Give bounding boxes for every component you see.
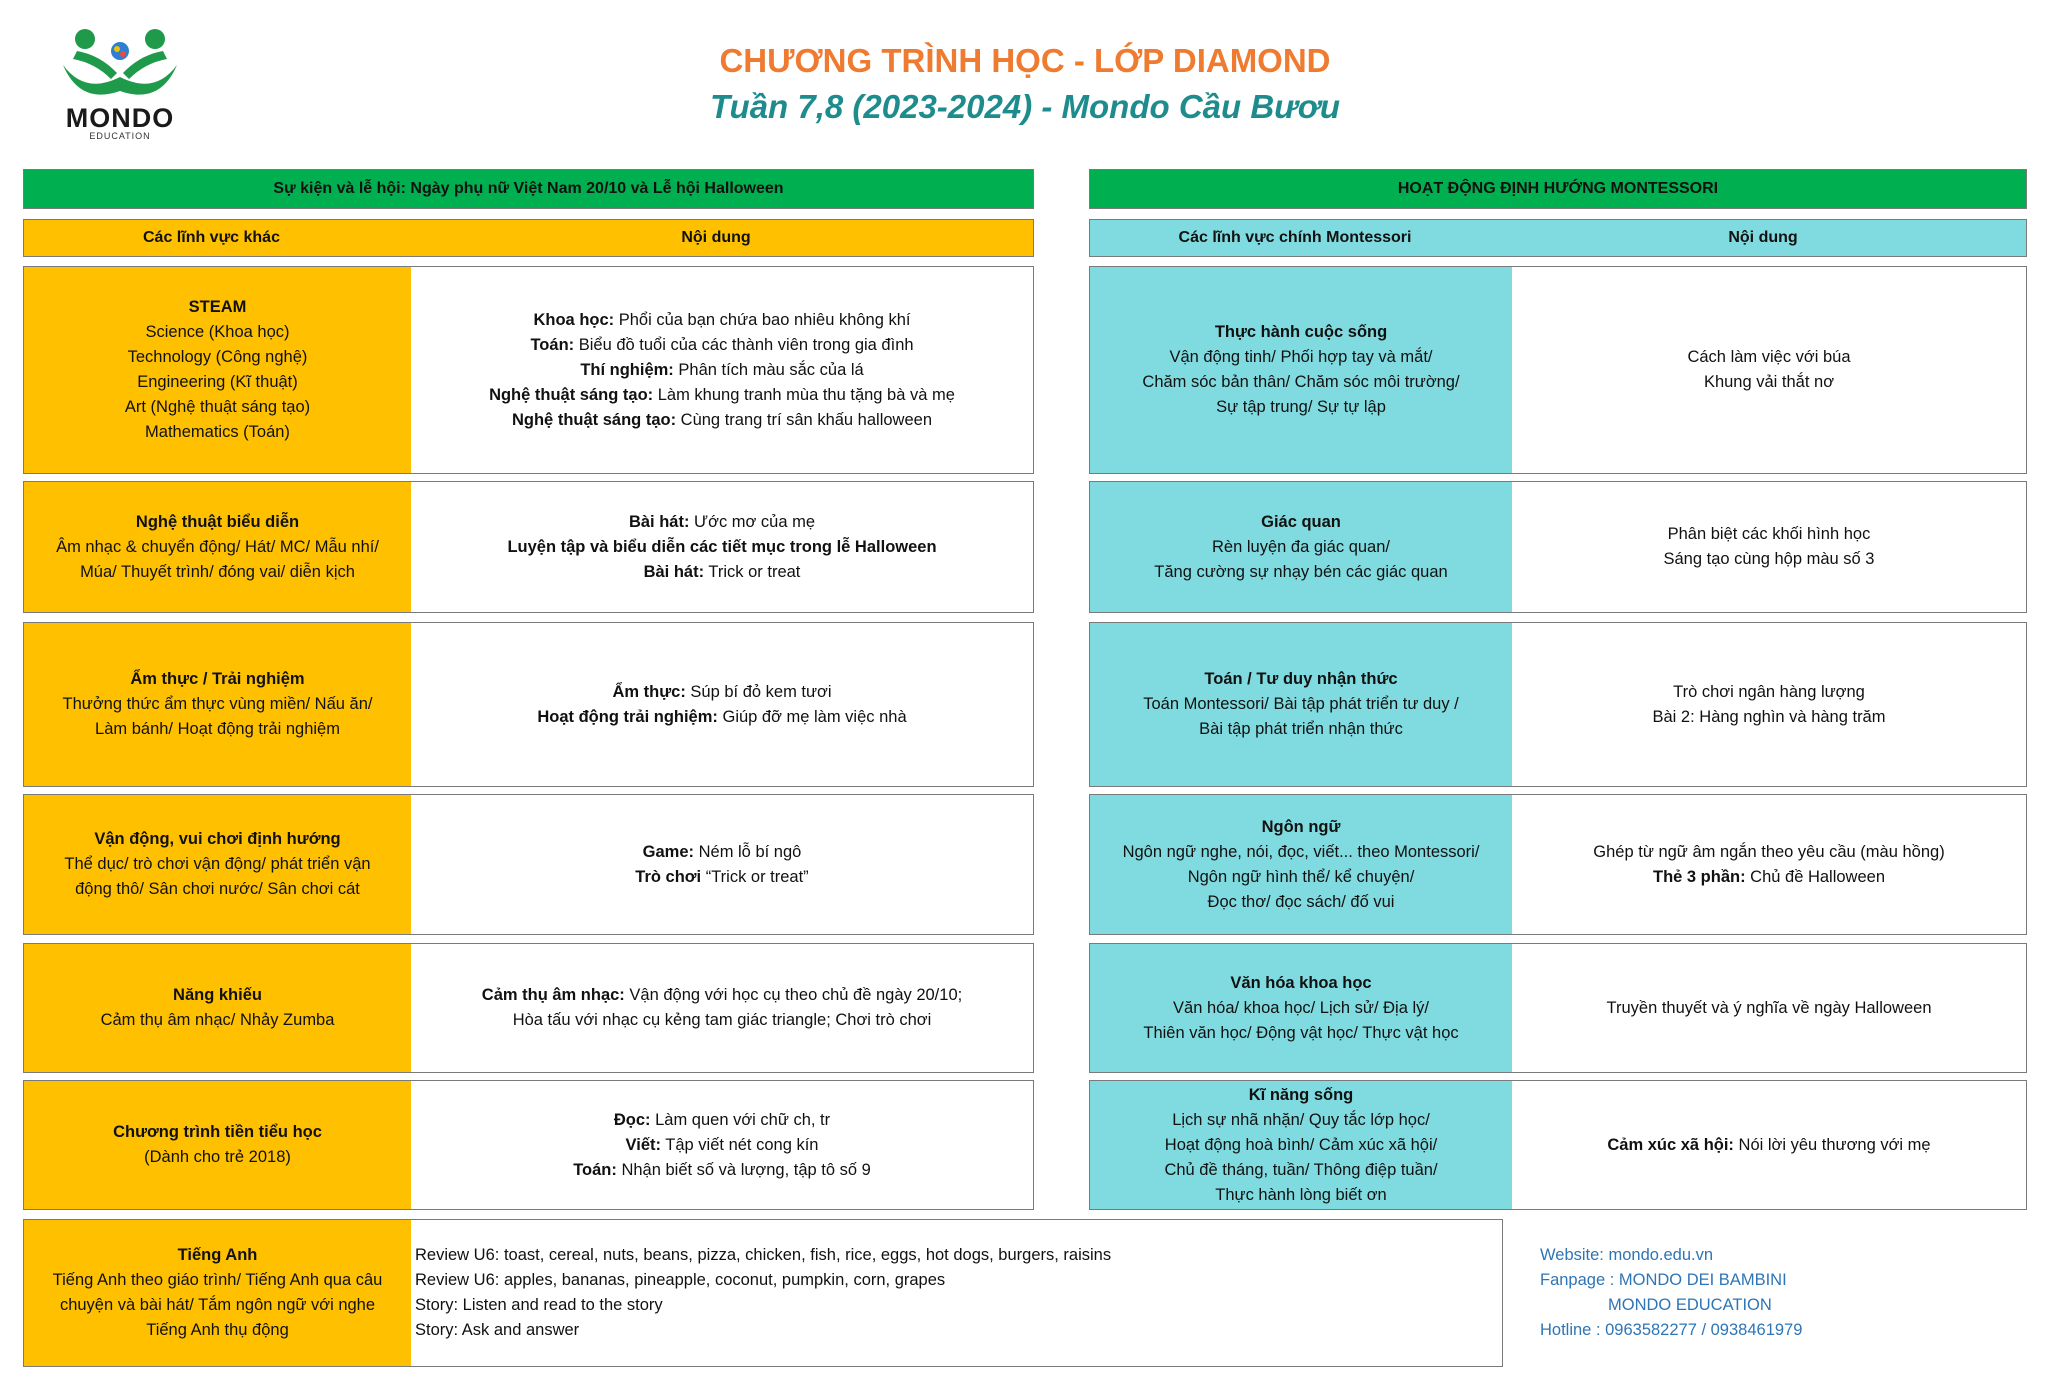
right-content	[1512, 944, 2026, 1072]
category-line: Ngôn ngữ hình thể/ kể chuyện/	[1187, 867, 1415, 886]
content-line: Phân biệt các khối hình học	[1667, 525, 1871, 543]
category-line: Bài tập phát triển nhận thức	[1199, 720, 1403, 738]
website-text: Website: mondo.edu.vn	[1540, 1246, 1714, 1264]
fanpage-text: Fanpage : MONDO DEI BAMBINI	[1540, 1271, 1787, 1289]
content-line: Cảm xúc xã hội: Nói lời yêu thương với mẹ	[1607, 1135, 1931, 1154]
category-line: Thực hành lòng biết ơn	[1215, 1185, 1387, 1204]
content-line: Bài 2: Hàng nghìn và hàng trăm	[1652, 707, 1886, 726]
content-line: Ghép từ ngữ âm ngắn theo yêu cầu (màu hồng)	[1593, 842, 1945, 861]
category-line: (Dành cho trẻ 2018)	[144, 1148, 291, 1166]
category-title: Toán / Tư duy nhận thức	[1204, 670, 1398, 688]
content-line: Nghệ thuật sáng tạo: Cùng trang trí sân khấu halloween	[511, 410, 932, 429]
content-line: Thẻ 3 phần: Chủ đề Halloween	[1652, 867, 1885, 886]
english-row	[23, 1219, 1503, 1367]
english-line: Review U6: toast, cereal, nuts, beans, pizza, chicken, fish, rice, eggs, hot dogs, burgers, raisins	[415, 1246, 1112, 1264]
left-col1-header: Các lĩnh vực khác	[143, 229, 280, 246]
category-line: Technology (Công nghệ)	[127, 348, 308, 366]
category-line: Art (Nghệ thuật sáng tạo)	[124, 398, 311, 416]
left-row	[23, 1080, 1034, 1210]
left-content	[411, 267, 1033, 473]
category-title: Giác quan	[1261, 512, 1341, 531]
right-content	[1512, 795, 2026, 934]
english-category-title: Tiếng Anh	[177, 1246, 258, 1264]
category-title: Năng khiếu	[173, 986, 262, 1004]
category-line: Tăng cường sự nhạy bén các giác quan	[1154, 562, 1448, 581]
left-row	[23, 943, 1034, 1073]
right-row	[1089, 794, 2027, 935]
logo-sub: EDUCATION	[89, 131, 151, 141]
category-title: Ẩm thực / Trải nghiệm	[130, 670, 305, 688]
content-line: Khung vải thắt nơ	[1703, 373, 1835, 391]
english-category	[24, 1220, 411, 1366]
category-line: Âm nhạc & chuyển động/ Hát/ MC/ Mẫu nhí/	[56, 537, 379, 556]
content-line: Bài hát: Trick or treat	[643, 562, 801, 581]
english-content	[411, 1220, 1502, 1366]
right-category	[1090, 267, 1512, 473]
category-line: Science (Khoa học)	[145, 323, 290, 341]
category-title: Vận động, vui chơi định hướng	[94, 830, 341, 848]
category-line: Mathematics (Toán)	[145, 423, 290, 441]
content-line: Trò chơi ngân hàng lượng	[1673, 682, 1865, 701]
content-line: Ẩm thực: Súp bí đỏ kem tươi	[612, 682, 832, 701]
content-line: Trò chơi “Trick or treat”	[635, 867, 809, 886]
category-line: Đọc thơ/ đọc sách/ đố vui	[1207, 892, 1395, 911]
right-row	[1089, 1080, 2027, 1210]
english-line: Story: Ask and answer	[415, 1321, 580, 1339]
right-category	[1090, 795, 1512, 934]
english-category-line: Tiếng Anh thụ động	[146, 1321, 289, 1339]
content-line: Cách làm việc với búa	[1687, 348, 1851, 366]
page-title: CHƯƠNG TRÌNH HỌC - LỚP DIAMOND	[719, 42, 1331, 79]
logo-figures-icon	[55, 25, 185, 105]
category-title: Ngôn ngữ	[1261, 817, 1341, 836]
category-line: Thể dục/ trò chơi vận động/ phát triển vận	[64, 855, 371, 873]
category-line: Hoạt động hoà bình/ Cảm xúc xã hội/	[1164, 1135, 1438, 1154]
category-title: Chương trình tiền tiểu học	[113, 1123, 322, 1141]
category-line: Làm bánh/ Hoạt động trải nghiệm	[95, 720, 340, 738]
category-line: Chủ đề tháng, tuần/ Thông điệp tuần/	[1164, 1160, 1438, 1179]
right-row	[1089, 481, 2027, 613]
content-line: Toán: Biểu đồ tuổi của các thành viên trong gia đình	[530, 335, 914, 354]
left-content	[411, 623, 1033, 786]
category-title: Nghệ thuật biểu diễn	[135, 512, 300, 531]
right-event-bar: HOẠT ĐỘNG ĐỊNH HƯỚNG MONTESSORI	[1089, 169, 2027, 209]
category-line: động thô/ Sân chơi nước/ Sân chơi cát	[75, 880, 360, 898]
left-category	[24, 482, 411, 612]
category-title: Kĩ năng sống	[1248, 1085, 1354, 1104]
left-category	[24, 267, 411, 473]
category-line: Sự tập trung/ Sự tự lập	[1216, 398, 1386, 416]
category-line: Rèn luyện đa giác quan/	[1212, 537, 1390, 556]
content-line: Thí nghiệm: Phân tích màu sắc của lá	[580, 360, 864, 379]
right-row	[1089, 943, 2027, 1073]
left-row	[23, 794, 1034, 935]
right-row	[1089, 266, 2027, 474]
right-column-header	[1089, 219, 2027, 257]
left-col2-header: Nội dung	[681, 229, 751, 246]
logo-name: MONDO	[65, 103, 175, 133]
content-line: Hòa tấu với nhạc cụ kẻng tam giác triangle; Chơi trò chơi	[512, 1011, 932, 1029]
content-line: Cảm thụ âm nhạc: Vận động với học cụ theo chủ đề ngày 20/10;	[481, 986, 963, 1004]
category-line: Cảm thụ âm nhạc/ Nhảy Zumba	[100, 1011, 335, 1029]
right-category	[1090, 944, 1512, 1072]
right-col2-header: Nội dung	[1728, 229, 1798, 246]
category-line: Lịch sự nhã nhặn/ Quy tắc lớp học/	[1172, 1110, 1430, 1129]
left-row	[23, 481, 1034, 613]
left-category	[24, 623, 411, 786]
left-content	[411, 944, 1033, 1072]
right-content	[1512, 1081, 2026, 1209]
contact-info	[1540, 1243, 2020, 1343]
category-line: Múa/ Thuyết trình/ đóng vai/ diễn kịch	[80, 562, 355, 581]
page-subtitle: Tuần 7,8 (2023-2024) - Mondo Cầu Bươu	[709, 88, 1341, 125]
content-line: Nghệ thuật sáng tạo: Làm khung tranh mùa thu tặng bà và mẹ	[489, 385, 955, 404]
fanpage2-text: MONDO EDUCATION	[1608, 1296, 1772, 1314]
content-line: Đọc: Làm quen với chữ ch, tr	[613, 1110, 831, 1129]
left-event-bar: Sự kiện và lễ hội: Ngày phụ nữ Việt Nam 20/10 và Lễ hội Halloween	[23, 169, 1034, 209]
category-title: STEAM	[188, 298, 247, 316]
left-category	[24, 1081, 411, 1209]
category-line: Ngôn ngữ nghe, nói, đọc, viết... theo Montessori/	[1122, 842, 1480, 861]
left-content	[411, 482, 1033, 612]
left-row	[23, 622, 1034, 787]
category-line: Văn hóa/ khoa học/ Lịch sử/ Địa lý/	[1173, 998, 1429, 1017]
content-line: Sáng tạo cùng hộp màu số 3	[1663, 550, 1875, 568]
right-content	[1512, 267, 2026, 473]
category-line: Toán Montessori/ Bài tập phát triển tư duy /	[1143, 695, 1459, 713]
right-category	[1090, 623, 1512, 786]
category-title: Văn hóa khoa học	[1230, 973, 1372, 992]
content-line: Truyền thuyết và ý nghĩa về ngày Halloween	[1606, 998, 1932, 1017]
right-col1-header: Các lĩnh vực chính Montessori	[1178, 229, 1412, 246]
left-category	[24, 795, 411, 934]
content-line: Hoạt động trải nghiệm: Giúp đỡ mẹ làm việc nhà	[537, 707, 907, 726]
right-category	[1090, 1081, 1512, 1209]
english-category-line: Tiếng Anh theo giáo trình/ Tiếng Anh qua câu	[52, 1271, 383, 1289]
left-category	[24, 944, 411, 1072]
content-line: Viết: Tập viết nét cong kín	[625, 1135, 819, 1154]
left-column-header	[23, 219, 1034, 257]
english-line: Review U6: apples, bananas, pineapple, coconut, pumpkin, corn, grapes	[415, 1271, 946, 1289]
right-content	[1512, 623, 2026, 786]
category-line: Thiên văn học/ Động vật học/ Thực vật học	[1143, 1023, 1459, 1042]
left-content	[411, 1081, 1033, 1209]
category-line: Vận động tinh/ Phối hợp tay và mắt/	[1169, 348, 1433, 366]
category-title: Thực hành cuộc sống	[1214, 323, 1388, 341]
hotline-text: Hotline : 0963582277 / 0938461979	[1540, 1321, 1803, 1339]
category-line: Engineering (Kĩ thuật)	[137, 373, 298, 391]
right-content	[1512, 482, 2026, 612]
category-line: Thưởng thức ẩm thực vùng miền/ Nấu ăn/	[62, 695, 373, 713]
english-category-line: chuyện và bài hát/ Tắm ngôn ngữ với nghe	[59, 1296, 376, 1314]
left-content	[411, 795, 1033, 934]
content-line: Toán: Nhận biết số và lượng, tập tô số 9	[573, 1160, 871, 1179]
content-line: Bài hát: Ước mơ của mẹ	[628, 512, 816, 531]
content-line: Luyện tập và biểu diễn các tiết mục trong lễ Halloween	[507, 537, 937, 556]
content-line: Game: Ném lỗ bí ngô	[642, 842, 802, 861]
content-line: Khoa học: Phổi của bạn chứa bao nhiêu không khí	[533, 310, 911, 329]
right-category	[1090, 482, 1512, 612]
right-row	[1089, 622, 2027, 787]
category-line: Chăm sóc bản thân/ Chăm sóc môi trường/	[1142, 373, 1460, 391]
mondo-logo	[55, 25, 195, 145]
left-row	[23, 266, 1034, 474]
english-line: Story: Listen and read to the story	[415, 1296, 663, 1314]
